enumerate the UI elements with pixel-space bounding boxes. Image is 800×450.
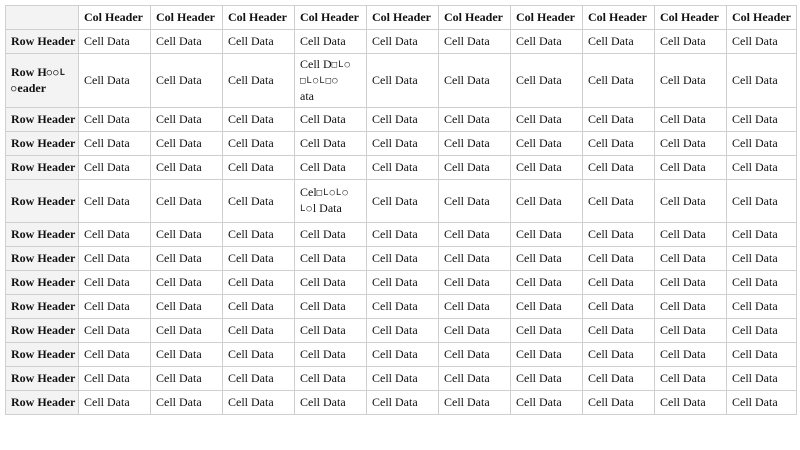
table-cell: Cell Data <box>439 271 511 295</box>
table-cell: Cell Data <box>151 30 223 54</box>
table-cell: Cell Data <box>727 54 797 108</box>
table-cell: Cell Data <box>655 319 727 343</box>
row-header-text-fragment: Row H <box>11 64 47 79</box>
table-cell: Cell Data <box>79 30 151 54</box>
table-cell: Cell Data <box>655 271 727 295</box>
cell-line-2 <box>300 201 366 217</box>
table-cell: Cell Data <box>583 30 655 54</box>
table-cell: Cell Data <box>511 343 583 367</box>
table-cell: Cell Data <box>367 30 439 54</box>
table-cell: Cell Data <box>655 30 727 54</box>
table-row <box>6 54 797 108</box>
table-cell: Cell Data <box>295 108 367 132</box>
cell-text-fragment: l Data <box>312 201 342 215</box>
table-cell: Cell Data <box>151 223 223 247</box>
table-head <box>6 6 797 30</box>
table-cell: Cell Data <box>79 247 151 271</box>
table-cell: Cell Data <box>79 295 151 319</box>
table-cell: Cell Data <box>655 223 727 247</box>
table-cell: Cell Data <box>223 319 295 343</box>
garbled-glyphs: □L○L□○ <box>300 76 339 86</box>
table-cell: Cell Data <box>727 319 797 343</box>
table-cell: Cell Data <box>727 391 797 415</box>
table-cell: Cell Data <box>655 367 727 391</box>
table-row <box>6 343 797 367</box>
table-cell: Cell Data <box>223 247 295 271</box>
table-cell: Cell Data <box>583 108 655 132</box>
row-header-line-2 <box>11 81 78 97</box>
table-cell: Cell Data <box>151 367 223 391</box>
table-cell: Cell Data <box>79 180 151 223</box>
table-cell: Cell Data <box>583 391 655 415</box>
table-cell: Cell Data <box>727 247 797 271</box>
table-cell: Cell Data <box>727 343 797 367</box>
table-row <box>6 247 797 271</box>
table-cell: Cell Data <box>367 108 439 132</box>
cell-text-fragment: ata <box>300 89 314 103</box>
table-cell: Cell Data <box>151 132 223 156</box>
garbled-glyphs: □L○L○ <box>316 188 349 198</box>
cell-text-fragment: Cel <box>300 185 317 199</box>
table-cell: Cell Data <box>79 132 151 156</box>
table-row <box>6 367 797 391</box>
table-body <box>6 30 797 415</box>
table-cell: Cell Data <box>511 223 583 247</box>
row-header: Row Header <box>6 156 79 180</box>
cell-line-1 <box>300 185 366 201</box>
table-cell: Cell Data <box>367 54 439 108</box>
table-cell: Cell Data <box>583 319 655 343</box>
cell-line-2 <box>300 73 366 89</box>
table-cell: Cell Data <box>655 247 727 271</box>
table-cell: Cell Data <box>655 108 727 132</box>
table-cell: Cell Data <box>727 132 797 156</box>
table-cell: Cell Data <box>367 132 439 156</box>
table-cell: Cell Data <box>583 156 655 180</box>
table-container <box>5 5 797 415</box>
table-cell: Cell Data <box>295 319 367 343</box>
table-cell: Cell Data <box>295 271 367 295</box>
table-cell: Cell Data <box>79 367 151 391</box>
table-cell: Cell Data <box>439 156 511 180</box>
table-row <box>6 108 797 132</box>
table-row <box>6 391 797 415</box>
table-row <box>6 295 797 319</box>
table-cell: Cell Data <box>151 54 223 108</box>
table-cell: Cell Data <box>367 223 439 247</box>
table-cell: Cell Data <box>223 343 295 367</box>
table-cell: Cell Data <box>439 391 511 415</box>
table-cell: Cell Data <box>655 54 727 108</box>
col-header: Col Header <box>151 6 223 30</box>
row-header: Row Header <box>6 367 79 391</box>
table-cell: Cell Data <box>151 180 223 223</box>
table-cell: Cell Data <box>79 319 151 343</box>
table-cell: Cell Data <box>439 247 511 271</box>
table-cell: Cell Data <box>295 295 367 319</box>
table-row <box>6 180 797 223</box>
col-header: Col Header <box>439 6 511 30</box>
table-cell: Cell Data <box>295 247 367 271</box>
table-cell: Cell Data <box>511 108 583 132</box>
table-cell: Cell Data <box>295 132 367 156</box>
table-cell: Cell Data <box>223 54 295 108</box>
table-cell: Cell Data <box>367 180 439 223</box>
table-cell: Cell Data <box>295 391 367 415</box>
cell-text-fragment: Cell D <box>300 57 332 71</box>
table-cell: Cell Data <box>367 319 439 343</box>
table-cell: Cell Data <box>583 247 655 271</box>
table-cell: Cell Data <box>511 367 583 391</box>
table-cell-garbled <box>295 54 367 108</box>
table-cell: Cell Data <box>223 30 295 54</box>
table-cell: Cell Data <box>727 271 797 295</box>
col-header: Col Header <box>511 6 583 30</box>
row-header: Row Header <box>6 223 79 247</box>
table-cell: Cell Data <box>511 271 583 295</box>
table-cell: Cell Data <box>223 108 295 132</box>
table-cell: Cell Data <box>439 223 511 247</box>
table-cell: Cell Data <box>439 30 511 54</box>
table-cell: Cell Data <box>655 295 727 319</box>
table-cell: Cell Data <box>367 343 439 367</box>
table-cell: Cell Data <box>439 108 511 132</box>
table-cell: Cell Data <box>151 108 223 132</box>
table-cell: Cell Data <box>367 367 439 391</box>
table-cell: Cell Data <box>727 295 797 319</box>
data-table <box>5 5 797 415</box>
table-cell: Cell Data <box>223 271 295 295</box>
table-cell: Cell Data <box>511 30 583 54</box>
corner-cell <box>6 6 79 30</box>
table-cell: Cell Data <box>295 30 367 54</box>
col-header: Col Header <box>295 6 367 30</box>
table-cell: Cell Data <box>79 391 151 415</box>
table-cell: Cell Data <box>583 223 655 247</box>
table-cell: Cell Data <box>511 132 583 156</box>
table-cell: Cell Data <box>223 223 295 247</box>
table-cell: Cell Data <box>439 319 511 343</box>
row-header: Row Header <box>6 180 79 223</box>
table-cell: Cell Data <box>367 156 439 180</box>
table-cell: Cell Data <box>511 391 583 415</box>
table-cell: Cell Data <box>511 295 583 319</box>
table-cell: Cell Data <box>583 343 655 367</box>
table-cell: Cell Data <box>151 247 223 271</box>
table-cell: Cell Data <box>79 156 151 180</box>
row-header: Row Header <box>6 295 79 319</box>
table-cell: Cell Data <box>295 156 367 180</box>
row-header: Row Header <box>6 108 79 132</box>
header-row <box>6 6 797 30</box>
table-cell: Cell Data <box>439 180 511 223</box>
table-cell: Cell Data <box>367 391 439 415</box>
row-header: Row Header <box>6 319 79 343</box>
table-cell: Cell Data <box>511 54 583 108</box>
table-cell: Cell Data <box>439 343 511 367</box>
garbled-glyphs: ○ <box>11 83 18 94</box>
table-cell: Cell Data <box>727 108 797 132</box>
table-cell: Cell Data <box>79 271 151 295</box>
table-cell: Cell Data <box>151 271 223 295</box>
garbled-glyphs: □L○ <box>331 60 351 70</box>
row-header: Row Header <box>6 391 79 415</box>
row-header-text-fragment: eader <box>17 80 47 95</box>
table-cell: Cell Data <box>79 108 151 132</box>
row-header-garbled <box>6 54 79 108</box>
cell-line-3 <box>300 89 366 104</box>
table-cell: Cell Data <box>151 343 223 367</box>
col-header: Col Header <box>583 6 655 30</box>
col-header: Col Header <box>727 6 797 30</box>
table-cell: Cell Data <box>295 367 367 391</box>
table-row <box>6 271 797 295</box>
table-cell: Cell Data <box>655 132 727 156</box>
table-cell: Cell Data <box>79 343 151 367</box>
table-cell: Cell Data <box>727 223 797 247</box>
row-header: Row Header <box>6 247 79 271</box>
table-cell: Cell Data <box>511 156 583 180</box>
table-cell: Cell Data <box>727 367 797 391</box>
table-cell: Cell Data <box>151 319 223 343</box>
col-header: Col Header <box>367 6 439 30</box>
table-cell: Cell Data <box>439 367 511 391</box>
table-cell: Cell Data <box>439 295 511 319</box>
table-cell-garbled <box>295 180 367 223</box>
table-cell: Cell Data <box>223 391 295 415</box>
table-cell: Cell Data <box>223 156 295 180</box>
table-cell: Cell Data <box>79 223 151 247</box>
table-cell: Cell Data <box>727 180 797 223</box>
row-header: Row Header <box>6 132 79 156</box>
table-cell: Cell Data <box>151 391 223 415</box>
table-cell: Cell Data <box>367 271 439 295</box>
table-cell: Cell Data <box>295 343 367 367</box>
table-cell: Cell Data <box>223 132 295 156</box>
table-cell: Cell Data <box>367 247 439 271</box>
table-row <box>6 223 797 247</box>
table-cell: Cell Data <box>511 247 583 271</box>
table-cell: Cell Data <box>295 223 367 247</box>
table-cell: Cell Data <box>583 295 655 319</box>
table-cell: Cell Data <box>439 132 511 156</box>
table-cell: Cell Data <box>439 54 511 108</box>
table-cell: Cell Data <box>655 343 727 367</box>
table-cell: Cell Data <box>511 319 583 343</box>
table-cell: Cell Data <box>583 132 655 156</box>
col-header: Col Header <box>655 6 727 30</box>
table-cell: Cell Data <box>583 54 655 108</box>
table-cell: Cell Data <box>223 367 295 391</box>
table-cell: Cell Data <box>727 30 797 54</box>
table-cell: Cell Data <box>655 180 727 223</box>
table-cell: Cell Data <box>583 367 655 391</box>
row-header: Row Header <box>6 30 79 54</box>
table-cell: Cell Data <box>151 156 223 180</box>
table-row <box>6 30 797 54</box>
table-cell: Cell Data <box>79 54 151 108</box>
row-header: Row Header <box>6 343 79 367</box>
row-header-line-1 <box>11 65 78 81</box>
col-header: Col Header <box>223 6 295 30</box>
table-cell: Cell Data <box>655 156 727 180</box>
table-cell: Cell Data <box>583 271 655 295</box>
garbled-glyphs: ○○L <box>46 67 66 78</box>
table-cell: Cell Data <box>583 180 655 223</box>
table-cell: Cell Data <box>727 156 797 180</box>
table-row <box>6 319 797 343</box>
table-row <box>6 156 797 180</box>
cell-line-1 <box>300 57 366 73</box>
garbled-glyphs: L○ <box>300 204 313 214</box>
table-cell: Cell Data <box>367 295 439 319</box>
table-cell: Cell Data <box>223 295 295 319</box>
col-header: Col Header <box>79 6 151 30</box>
row-header: Row Header <box>6 271 79 295</box>
table-row <box>6 132 797 156</box>
table-cell: Cell Data <box>223 180 295 223</box>
table-cell: Cell Data <box>151 295 223 319</box>
table-cell: Cell Data <box>655 391 727 415</box>
table-cell: Cell Data <box>511 180 583 223</box>
